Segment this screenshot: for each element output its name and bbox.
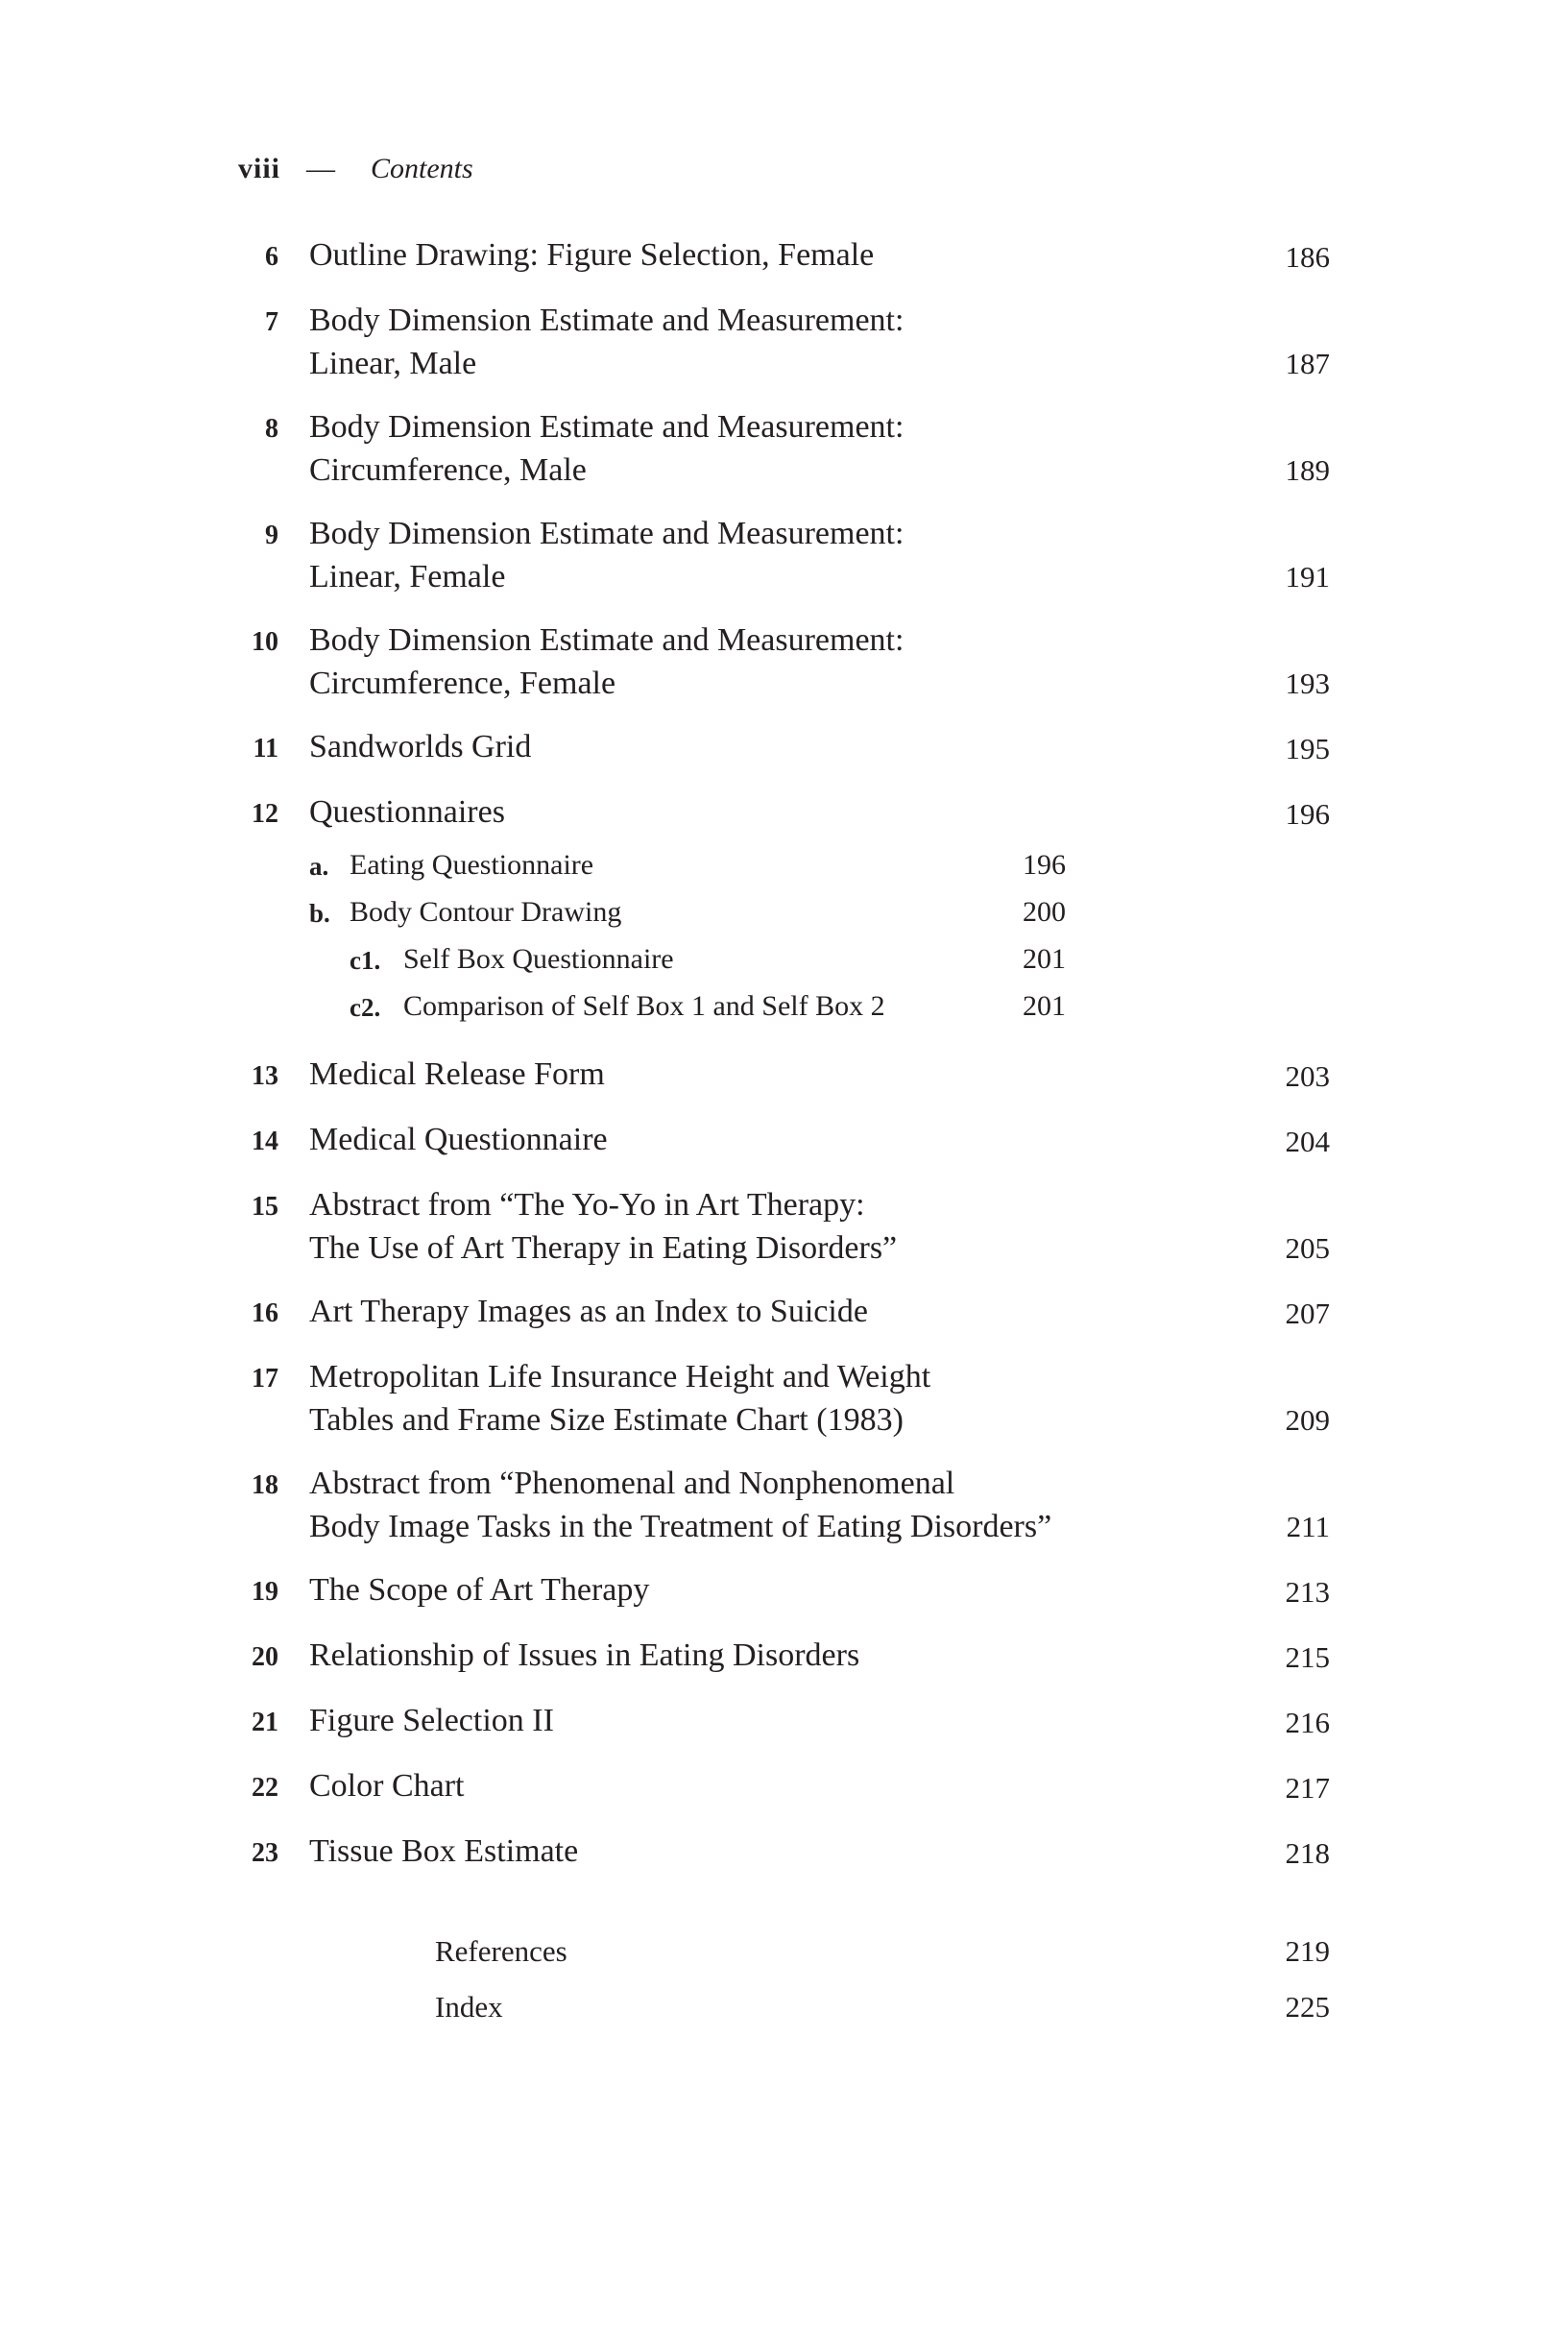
- toc-entry: [213, 1118, 1330, 1163]
- entry-number: 9: [265, 521, 278, 550]
- entry-gap: [278, 1699, 309, 1744]
- entry-page-number: 216: [1285, 1706, 1330, 1739]
- entry-title: Outline Drawing: Figure Selection, Female: [309, 237, 875, 273]
- entry-title: Abstract from “Phenomenal and Nonphenomenal Body Image Tasks in the Treatment of Eating Disorders”: [309, 1466, 1052, 1544]
- sub-entry-page-number: 201: [1023, 990, 1066, 1022]
- entry-page-number: 203: [1285, 1059, 1330, 1093]
- entry-page-number: 186: [1285, 240, 1330, 274]
- entry-number: 12: [252, 799, 278, 829]
- entry-gap: [278, 512, 309, 598]
- toc-sub-entry: [309, 843, 1066, 888]
- entry-number: 22: [252, 1773, 278, 1803]
- toc-sub-entry: [309, 890, 1066, 935]
- entry-gap: [278, 725, 309, 770]
- entry-gap: [278, 1568, 309, 1613]
- sub-entry-title: Body Contour Drawing: [350, 896, 622, 928]
- entry-page-number: 217: [1285, 1771, 1330, 1805]
- entry-title: Questionnaires: [309, 794, 505, 830]
- entry-page-number: 195: [1285, 732, 1330, 765]
- entry-gap: [278, 618, 309, 705]
- entry-gap: [278, 1634, 309, 1679]
- entry-page-number: 207: [1285, 1297, 1330, 1330]
- entry-gap: [278, 1290, 309, 1335]
- back-matter-title: Index: [435, 1990, 503, 2024]
- toc-entry: [213, 725, 1330, 770]
- entry-page-number: 191: [1285, 560, 1330, 594]
- back-matter: [435, 1930, 1330, 2028]
- entry-number: 18: [252, 1470, 278, 1500]
- toc-entry: [213, 1183, 1330, 1270]
- entry-title: Figure Selection II: [309, 1703, 554, 1738]
- sub-entry-title: Self Box Questionnaire: [403, 943, 674, 975]
- entry-gap: [278, 790, 309, 836]
- toc-entry: [213, 1053, 1330, 1098]
- sub-entry-label: c1.: [350, 946, 381, 975]
- entry-page-number: 187: [1285, 347, 1330, 380]
- sub-entry-page-number: 200: [1023, 896, 1066, 928]
- toc-entry: [213, 1764, 1330, 1809]
- entry-title: Sandworlds Grid: [309, 729, 532, 764]
- entry-number: 19: [252, 1577, 278, 1607]
- sub-entry-label: c2.: [350, 993, 381, 1022]
- entry-title: Color Chart: [309, 1768, 465, 1804]
- toc-entry: [213, 405, 1330, 492]
- back-matter-page-number: 225: [1285, 1990, 1330, 2024]
- toc-sub-entry: [309, 937, 1066, 982]
- entry-page-number: 205: [1285, 1231, 1330, 1265]
- entry-number: 10: [252, 627, 278, 657]
- toc-entry: [213, 1355, 1330, 1442]
- entry-title: Body Dimension Estimate and Measurement: Linear, Female: [309, 516, 905, 594]
- toc-entry: [213, 512, 1330, 598]
- entry-number: 23: [252, 1838, 278, 1868]
- toc-entry: [213, 1699, 1330, 1744]
- entry-gap: [278, 233, 309, 279]
- entry-title: Relationship of Issues in Eating Disorders: [309, 1637, 860, 1673]
- entry-page-number: 215: [1285, 1640, 1330, 1674]
- entry-number: 21: [252, 1708, 278, 1737]
- toc-entry: [213, 1634, 1330, 1679]
- folio-page-number: viii: [238, 153, 281, 184]
- entry-number: 20: [252, 1642, 278, 1672]
- toc-entry: [213, 618, 1330, 705]
- entry-title: Body Dimension Estimate and Measurement: Linear, Male: [309, 303, 905, 381]
- entry-number: 16: [252, 1298, 278, 1328]
- toc-entry: [213, 233, 1330, 279]
- sub-entry-title: Eating Questionnaire: [350, 849, 594, 881]
- entry-page-number: 193: [1285, 667, 1330, 700]
- toc-entry: [213, 1462, 1330, 1548]
- entry-title: The Scope of Art Therapy: [309, 1572, 650, 1608]
- entry-gap: [278, 1830, 309, 1875]
- entry-page-number: 204: [1285, 1125, 1330, 1158]
- toc-entry: [213, 790, 1330, 836]
- header-dash: —: [306, 153, 336, 184]
- entry-number: 7: [265, 307, 278, 337]
- entry-gap: [278, 1462, 309, 1548]
- entry-title: Medical Release Form: [309, 1056, 605, 1092]
- sub-entry-page-number: 201: [1023, 943, 1066, 975]
- entry-gap: [278, 1355, 309, 1442]
- entry-number: 11: [253, 734, 278, 764]
- entry-gap: [278, 1764, 309, 1809]
- entry-title: Tissue Box Estimate: [309, 1833, 579, 1869]
- entry-number: 6: [265, 242, 278, 272]
- back-matter-entry: [435, 1930, 1330, 1973]
- toc-sub-entry: [309, 984, 1066, 1030]
- sub-entry-title: Comparison of Self Box 1 and Self Box 2: [403, 990, 885, 1022]
- entry-title: Abstract from “The Yo-Yo in Art Therapy: The Use of Art Therapy in Eating Disorders”: [309, 1187, 898, 1266]
- entry-gap: [278, 299, 309, 385]
- entry-page-number: 189: [1285, 453, 1330, 487]
- entry-number: 13: [252, 1061, 278, 1091]
- entry-page-number: 213: [1285, 1575, 1330, 1609]
- entry-title: Body Dimension Estimate and Measurement: Circumference, Male: [309, 409, 905, 488]
- entry-page-number: 218: [1285, 1836, 1330, 1870]
- entry-number: 8: [265, 414, 278, 444]
- sub-entry-label: a.: [309, 852, 329, 881]
- entry-title: Body Dimension Estimate and Measurement: Circumference, Female: [309, 622, 905, 701]
- entry-gap: [278, 405, 309, 492]
- entry-title: Metropolitan Life Insurance Height and Weight Tables and Frame Size Estimate Chart (1983): [309, 1359, 931, 1438]
- toc-entry: [213, 1568, 1330, 1613]
- entry-page-number: 211: [1286, 1510, 1330, 1543]
- toc-entry: [213, 1830, 1330, 1875]
- back-matter-title: References: [435, 1934, 567, 1968]
- entry-page-number: 209: [1285, 1403, 1330, 1437]
- back-matter-entry: [435, 1986, 1330, 2028]
- entry-number: 14: [252, 1127, 278, 1156]
- running-header: [238, 150, 473, 188]
- toc-list: [213, 233, 1330, 2028]
- entry-number: 17: [252, 1364, 278, 1394]
- entry-title: Art Therapy Images as an Index to Suicide: [309, 1294, 868, 1329]
- sub-entry-page-number: 196: [1023, 849, 1066, 881]
- entry-page-number: 196: [1285, 797, 1330, 831]
- entry-gap: [278, 1053, 309, 1098]
- back-matter-page-number: 219: [1285, 1934, 1330, 1968]
- sub-entry-label: b.: [309, 899, 330, 928]
- toc-entry: [213, 1290, 1330, 1335]
- entry-gap: [278, 1183, 309, 1270]
- entry-gap: [278, 1118, 309, 1163]
- entry-title: Medical Questionnaire: [309, 1122, 608, 1157]
- header-title: Contents: [371, 153, 473, 184]
- toc-entry: [213, 299, 1330, 385]
- entry-number: 15: [252, 1192, 278, 1222]
